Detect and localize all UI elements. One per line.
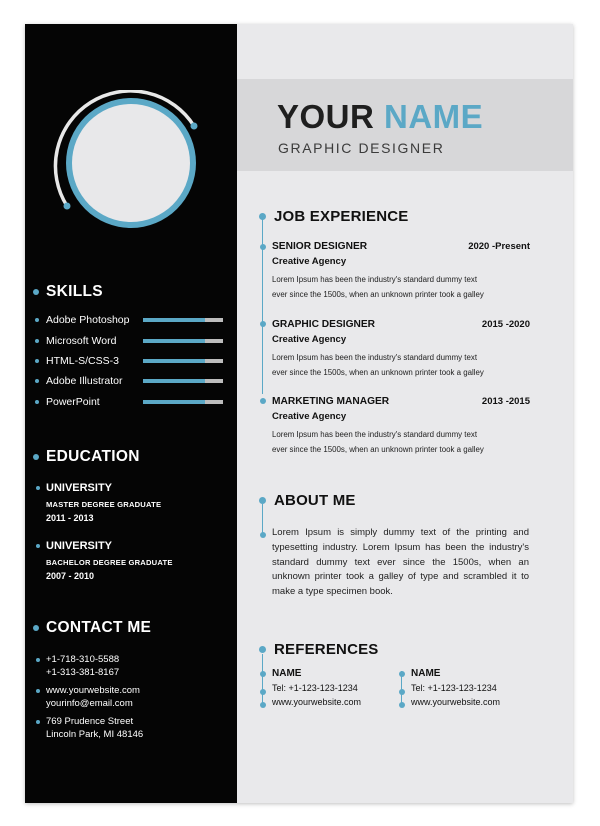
experience-item: GRAPHIC DESIGNER 2015 -2020 Creative Agency Lorem Ipsum has been the industry's standard dummy text ever since the 1500s, when an unknown printer took a galley [272,319,530,377]
experience-item: MARKETING MANAGER 2013 -2015 Creative Agency Lorem Ipsum has been the industry's standard dummy text ever since the 1500s, when an unknown printer took a galley [272,396,530,454]
skill-item: Adobe Illustrator [35,375,225,387]
timeline-line [262,654,264,706]
skill-item: PowerPoint [35,396,225,408]
main-content [237,24,573,803]
skill-bar-fill [143,379,205,383]
phone-number[interactable]: +1-313-381-8167 [46,666,120,678]
reference-phone[interactable]: Tel: +1-123-123-1234 [272,683,358,693]
sidebar [25,24,237,803]
skill-item: HTML-S/CSS-3 [35,355,225,367]
bullet-dot [36,658,40,662]
experience-item: SENIOR DESIGNER 2020 -Present Creative Agency Lorem Ipsum has been the industry's standard dummy text ever since the 1500s, when an unknown printer took a galley [272,241,530,299]
bullet-dot [33,454,39,460]
resume-page [25,24,573,803]
skill-item: Microsoft Word [35,335,225,347]
skills-heading: SKILLS [33,283,103,301]
skill-bar-fill [143,318,205,322]
timeline-dot [260,702,266,708]
timeline-dot [260,532,266,538]
timeline-dot [260,671,266,677]
contact-heading: CONTACT ME [33,619,151,637]
address-line: 769 Prudence Street [46,716,134,727]
bullet-dot [259,646,266,653]
bullet-dot [33,289,39,295]
skill-bar [143,359,223,363]
skill-bar [143,339,223,343]
references-heading: REFERENCES [259,641,379,658]
bullet-dot [35,379,39,383]
reference-phone[interactable]: Tel: +1-123-123-1234 [411,683,497,693]
timeline-dot [260,321,266,327]
skill-bar-fill [143,400,205,404]
contact-phones [36,654,231,679]
skill-bar [143,379,223,383]
bullet-dot [36,720,40,724]
job-title: GRAPHIC DESIGNER [278,140,445,156]
bullet-dot [36,689,40,693]
bullet-dot [35,339,39,343]
bullet-dot [36,544,40,548]
website-link[interactable]: www.yourwebsite.com [46,685,140,696]
bullet-dot [35,400,39,404]
contact-web [36,685,231,710]
reference-item: NAME Tel: +1-123-123-1234 www.yourwebsite.com [411,668,551,707]
education-heading: EDUCATION [33,448,140,466]
timeline-dot [260,398,266,404]
bullet-dot [35,359,39,363]
bullet-dot [35,318,39,322]
reference-website[interactable]: www.yourwebsite.com [411,697,501,707]
address-line: Lincoln Park, MI 48146 [46,728,144,740]
email-link[interactable]: yourinfo@email.com [46,697,133,709]
education-item: UNIVERSITY MASTER DEGREE GRADUATE 2011 - 2013 [36,482,231,523]
timeline-dot [260,689,266,695]
skill-item: Adobe Photoshop [35,314,225,326]
experience-heading: JOB EXPERIENCE [259,208,409,225]
skill-bar [143,318,223,322]
education-item: UNIVERSITY BACHELOR DEGREE GRADUATE 2007 - 2010 [36,540,231,581]
page-title: YOUR NAME [277,98,484,135]
about-text: Lorem Ipsum is simply dummy text of the printing and typesetting industry. Lorem Ipsum has been the industry's standard dummy text ever since the 1500s, when an unknown printer took a galley of type and scrambled it to make a type specimen book. [272,527,529,598]
reference-website[interactable]: www.yourwebsite.com [272,697,362,707]
timeline-dot [260,244,266,250]
timeline-line [262,504,264,534]
bullet-dot [33,625,39,631]
skill-bar-fill [143,359,205,363]
bullet-dot [259,497,266,504]
skill-bar [143,400,223,404]
profile-photo [47,90,207,250]
reference-item: NAME Tel: +1-123-123-1234 www.yourwebsite.com [272,668,412,707]
contact-address [36,716,231,741]
skill-bar-fill [143,339,205,343]
about-heading: ABOUT ME [259,492,356,509]
bullet-dot [36,486,40,490]
phone-number[interactable]: +1-718-310-5588 [46,654,120,665]
